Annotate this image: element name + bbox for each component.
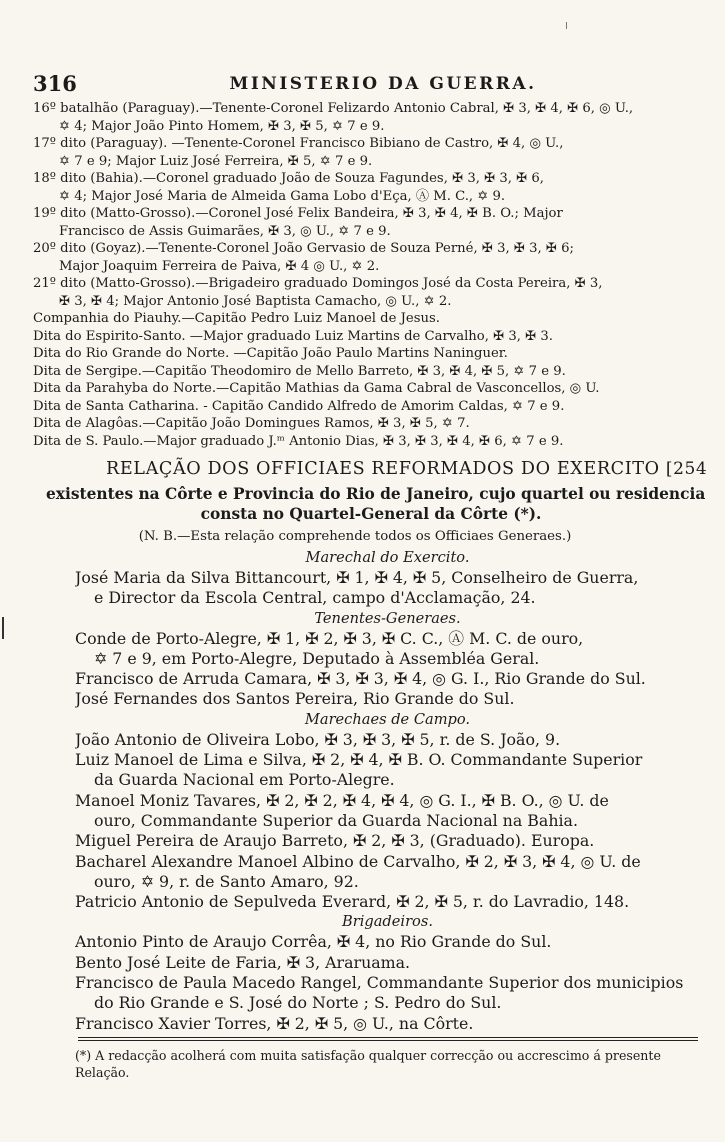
text-line: Dita de Sergipe.—Capitão Theodomiro de Mello Barreto, ✠ 3, ✠ 4, ✠ 5, ✡ 7 e 9. [33,363,566,379]
entry-line: Francisco de Paula Macedo Rangel, Commandante Superior dos municipios [75,973,684,993]
page-reference: [254 [665,459,708,479]
subtitle-line: consta no Quartel-General da Côrte (*). [200,505,542,523]
page-header [33,71,693,97]
text-line: ✠ 3, ✠ 4; Major Antonio José Baptista Camacho, ◎ U., ✡ 2. [59,293,452,309]
relation-title: RELAÇÃO DOS OFFICIAES REFORMADOS DO EXERCITO [106,459,660,479]
entry-line: Francisco Xavier Torres, ✠ 2, ✠ 5, ◎ U., na Côrte. [75,1013,474,1033]
entry-line: Manoel Moniz Tavares, ✠ 2, ✠ 2, ✠ 4, ✠ 4, ◎ G. I., ✠ B. O., ◎ U. de [75,790,609,810]
text-line: Companhia do Piauhy.—Capitão Pedro Luiz Manoel de Jesus. [33,311,440,326]
text-line: ✡ 7 e 9; Major Luiz José Ferreira, ✠ 5, ✡ 7 e 9. [59,153,373,169]
entry-line: ouro, Commandante Superior da Guarda Nacional na Bahia. [94,810,578,830]
footnote-rule [78,1037,698,1041]
text-line: Dita de S. Paulo.—Major graduado J.ᵐ Antonio Dias, ✠ 3, ✠ 3, ✠ 4, ✠ 6, ✡ 7 e 9. [33,433,564,449]
entry-line: João Antonio de Oliveira Lobo, ✠ 3, ✠ 3, ✠ 5, r. de S. João, 9. [75,729,561,749]
margin-mark [2,617,4,639]
entry-line: Miguel Pereira de Araujo Barreto, ✠ 2, ✠ 3, (Graduado). Europa. [75,831,595,851]
entry-line: Patricio Antonio de Sepulveda Everard, ✠ 2, ✠ 5, r. do Lavradio, 148. [75,892,630,912]
text-line: Francisco de Assis Guimarães, ✠ 3, ◎ U., ✡ 7 e 9. [59,223,391,239]
entry-line: Bacharel Alexandre Manoel Albino de Carvalho, ✠ 2, ✠ 3, ✠ 4, ◎ U. de [75,851,641,871]
text-line: 18º dito (Bahia).—Coronel graduado João de Souza Fagundes, ✠ 3, ✠ 3, ✠ 6, [33,171,544,186]
text-line: 19º dito (Matto-Grosso).—Coronel José Felix Bandeira, ✠ 3, ✠ 4, ✠ B. O.; Major [33,206,563,221]
section-title [106,459,708,479]
page-number: 316 [33,71,77,96]
officer-list [75,548,700,1034]
rank-heading: Marechal do Exercito. [305,549,470,566]
text-line: 16º batalhão (Paraguay).—Tenente-Coronel Felizardo Antonio Cabral, ✠ 3, ✠ 4, ✠ 6, ◎ U., [33,101,634,116]
rank-heading: Brigadeiros. [342,913,433,931]
text-line: ✡ 4; Major José Maria de Almeida Gama Lobo d'Eça, Ⓐ M. C., ✡ 9. [59,188,506,204]
entry-line: Bento José Leite de Faria, ✠ 3, Araruama. [75,952,411,972]
entry-line: ouro, ✡ 9, r. de Santo Amaro, 92. [94,871,359,891]
entry-line: da Guarda Nacional em Porto-Alegre. [94,770,395,790]
text-line: Dita do Espirito-Santo. —Major graduado Luiz Martins de Carvalho, ✠ 3, ✠ 3. [33,328,553,344]
editorial-note: (N. B.—Esta relação comprehende todos os Officiaes Generaes.) [138,529,572,544]
entry-line: Antonio Pinto de Araujo Corrêa, ✠ 4, no Rio Grande do Sul. [75,932,552,952]
entry-line: José Fernandes dos Santos Pereira, Rio Grande do Sul. [75,689,515,709]
text-line: Dita do Rio Grande do Norte. —Capitão João Paulo Martins Naninguer. [33,346,508,361]
rank-heading: Marechaes de Campo. [304,710,471,728]
entry-line: Francisco de Arruda Camara, ✠ 3, ✠ 3, ✠ 4, ◎ G. I., Rio Grande do Sul. [75,669,646,689]
text-line: 20º dito (Goyaz).—Tenente-Coronel João Gervasio de Souza Perné, ✠ 3, ✠ 3, ✠ 6; [33,241,574,256]
text-line: Dita de Santa Catharina. - Capitão Candido Alfredo de Amorim Caldas, ✡ 7 e 9. [33,398,565,414]
entry-line: ✡ 7 e 9, em Porto-Alegre, Deputado à Assembléa Geral. [94,648,540,668]
text-line: Dita da Parahyba do Norte.—Capitão Mathias da Gama Cabral de Vasconcellos, ◎ U. [33,381,600,396]
footnote-line: Relação. [75,1065,130,1080]
text-line: Major Joaquim Ferreira de Paiva, ✠ 4 ◎ U., ✡ 2. [59,258,380,274]
footnote-line: (*) A redacção acolherá com muita satisfação qualquer correcção ou accrescimo á presente [75,1048,661,1063]
entry-line: do Rio Grande e S. José do Norte ; S. Pedro do Sul. [94,993,502,1013]
entry-line: José Maria da Silva Bittancourt, ✠ 1, ✠ 4, ✠ 5, Conselheiro de Guerra, [75,568,639,587]
text-line: Dita de Alagôas.—Capitão João Domingues Ramos, ✠ 3, ✠ 5, ✡ 7. [33,416,470,431]
rank-heading: Tenentes-Generaes. [314,609,461,627]
running-title: MINISTERIO DA GUERRA. [229,74,537,94]
text-line: ✡ 4; Major João Pinto Homem, ✠ 3, ✠ 5, ✡ 7 e 9. [59,118,385,134]
subtitle-line: existentes na Côrte e Provincia do Rio de Janeiro, cujo quartel ou residencia [46,485,706,503]
text-line: 21º dito (Matto-Grosso).—Brigadeiro graduado Domingos José da Costa Pereira, ✠ 3, [33,276,603,291]
footnote [75,1047,705,1081]
entry-line: e Director da Escola Central, campo d'Acclamação, 24. [94,588,536,608]
entry-line: Conde de Porto-Alegre, ✠ 1, ✠ 2, ✠ 3, ✠ C. C., Ⓐ M. C. de ouro, [75,628,584,648]
text-line: 17º dito (Paraguay). —Tenente-Coronel Francisco Bibiano de Castro, ✠ 4, ◎ U., [33,136,564,151]
battalion-list [33,100,695,450]
entry-line: Luiz Manoel de Lima e Silva, ✠ 2, ✠ 4, ✠ B. O. Commandante Superior [75,750,643,770]
ink-mark [566,22,567,29]
